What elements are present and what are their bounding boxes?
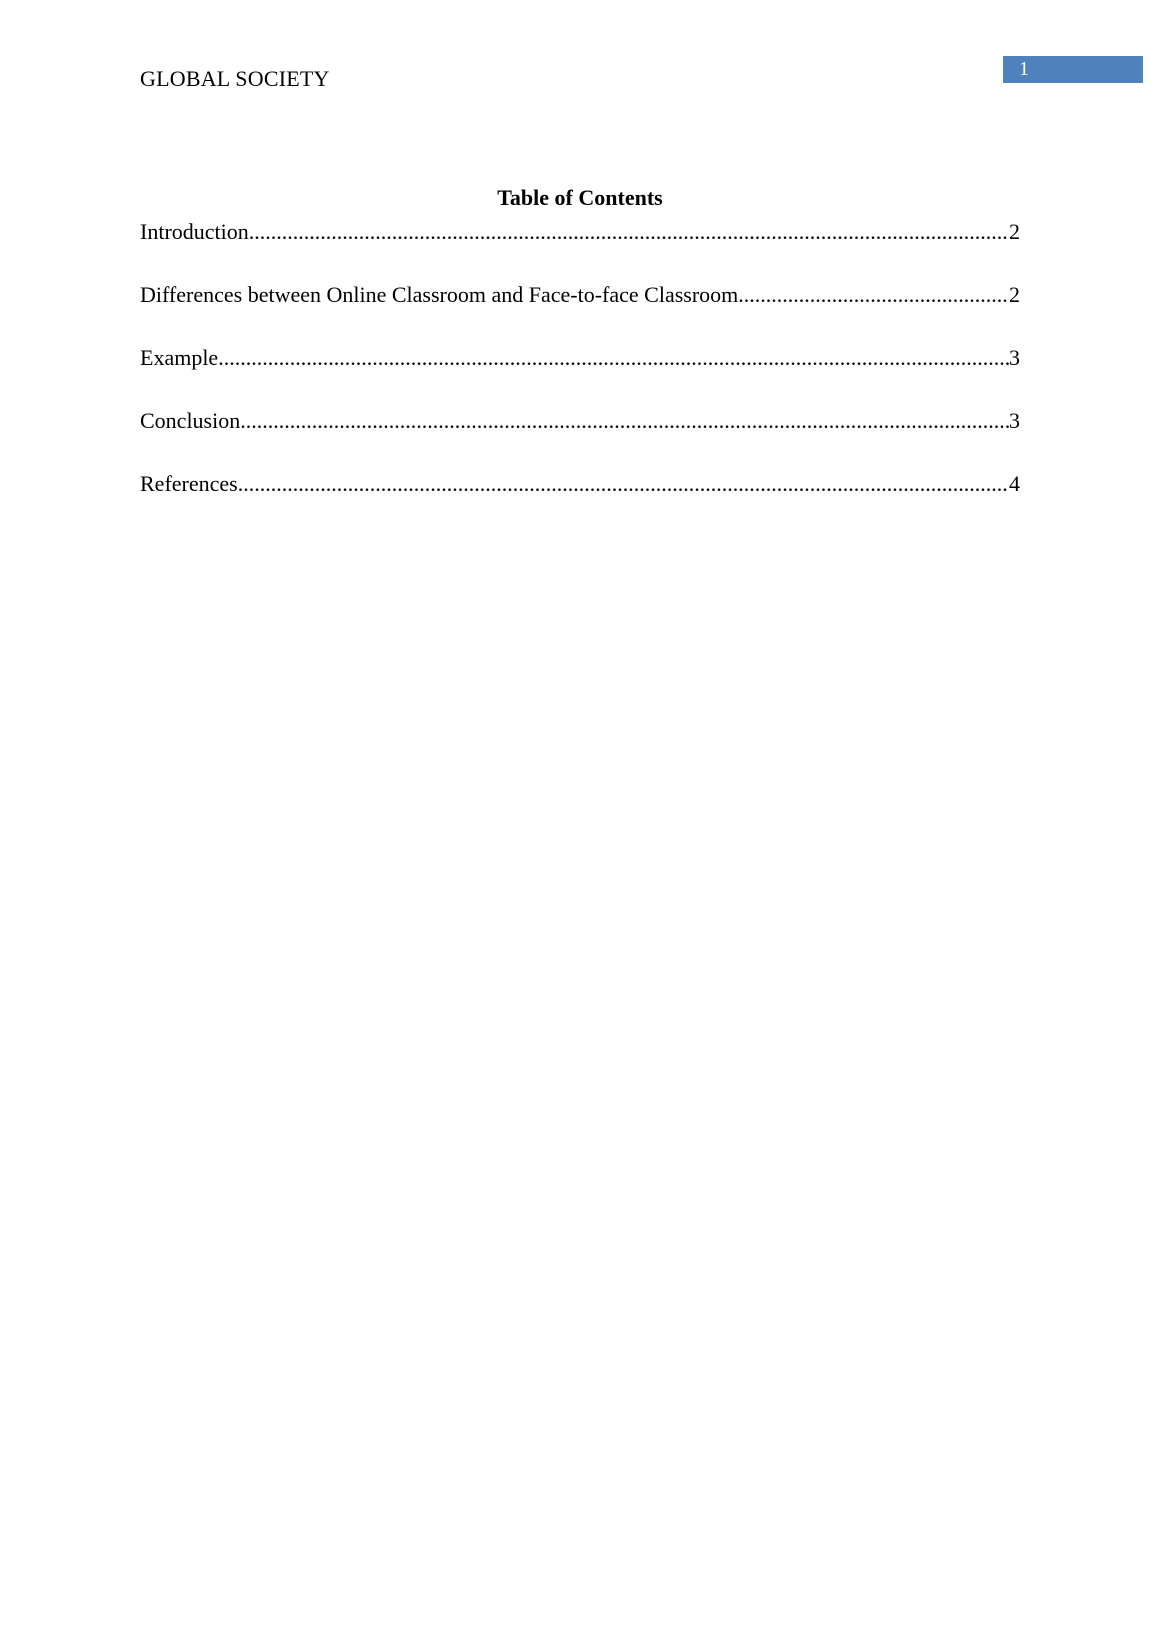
toc-entry-page: 3 (1009, 345, 1020, 370)
toc-dot-leader (738, 280, 1009, 310)
toc-dot-leader (240, 406, 1009, 436)
page-number-badge: 1 (1003, 56, 1143, 83)
toc-heading: Table of Contents (497, 185, 663, 210)
toc-entry-conclusion[interactable] (140, 406, 1020, 469)
toc-entry-references[interactable] (140, 469, 1020, 532)
toc-entry-differences[interactable] (140, 280, 1020, 343)
toc-entry-title: Example (140, 345, 219, 370)
toc-entry-page: 3 (1009, 408, 1020, 433)
toc-entry-page: 4 (1009, 471, 1020, 496)
toc-dot-leader (218, 343, 1009, 373)
toc-entry-title: Differences between Online Classroom and Face-to-face Classroom (140, 282, 739, 307)
toc-entry-page: 2 (1009, 282, 1020, 307)
toc-entry-title: References (140, 471, 238, 496)
toc-entry-example[interactable] (140, 343, 1020, 406)
toc-entry-page: 2 (1009, 219, 1020, 244)
toc-entry-title: Conclusion (140, 408, 241, 433)
running-header-title: GLOBAL SOCIETY (140, 66, 330, 91)
toc-entry-title: Introduction (140, 219, 249, 244)
toc-entry-introduction[interactable] (140, 217, 1020, 280)
table-of-contents (140, 217, 1020, 532)
toc-dot-leader (249, 217, 1009, 247)
toc-dot-leader (238, 469, 1009, 499)
